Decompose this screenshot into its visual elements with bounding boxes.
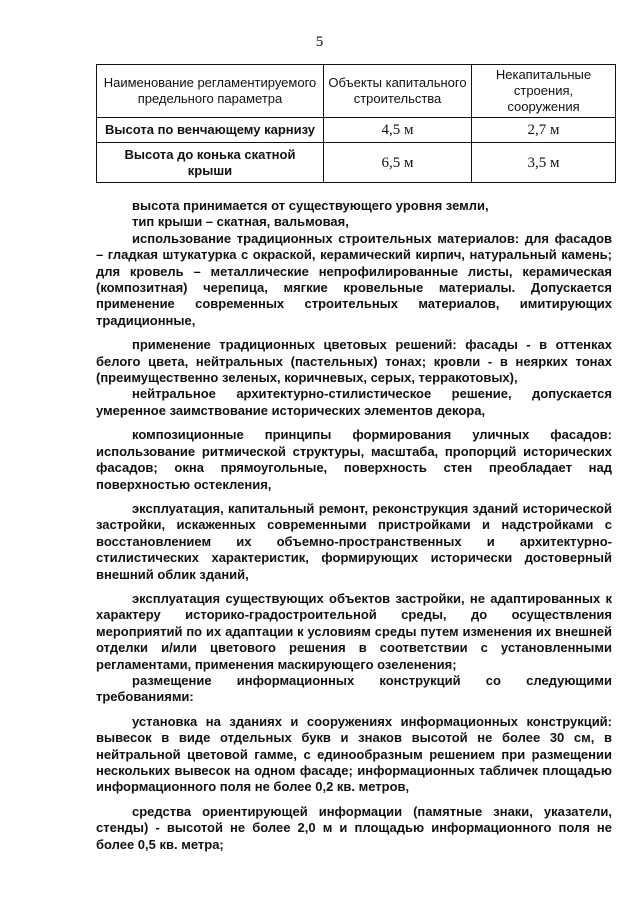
- paragraph: применение традиционных цветовых решений: фасады - в оттенках белого цвета, нейтральных (пастельных) тонах; кровли - в неярких тонах (преимущественно зеленых, коричневых, серых, терракотовых),: [96, 337, 612, 386]
- parameters-table: [96, 64, 616, 183]
- header-parameter-name: Наименование регламентируемого предельного параметра: [97, 65, 324, 118]
- table-header-row: [97, 65, 616, 118]
- table-row: [97, 143, 616, 183]
- row-noncapital-value: 3,5 м: [472, 143, 616, 183]
- paragraph: установка на зданиях и сооружениях информационных конструкций: вывесок в виде отдельных букв и знаков высотой не более 30 см, в нейтральной цветовой гамме, с единообразным решением при размещении нескольких вывесок на одном фасаде; информационных табличек площадью информационного поля не более 0,2 кв. метров,: [96, 713, 612, 795]
- row-capital-value: 4,5 м: [324, 118, 472, 143]
- paragraph: тип крыши – скатная, вальмовая,: [132, 214, 349, 230]
- paragraph: нейтральное архитектурно-стилистическое решение, допускается умеренное заимствование исторических элементов декора,: [96, 386, 612, 418]
- body-text: [96, 198, 612, 853]
- row-parameter-name: Высота по венчающему карнизу: [97, 118, 324, 143]
- paragraph: эксплуатация, капитальный ремонт, реконструкция зданий исторической застройки, искаженных современными пристройками и надстройками с восстановлением их объемно-пространственных и архитектурно-стилистических характеристик, формирующих исторически достоверный внешний облик зданий,: [96, 500, 612, 582]
- paragraph: средства ориентирующей информации (памятные знаки, указатели, стенды) - высотой не более 2,0 м и площадью информационного поля не более 0,5 кв. метра;: [96, 803, 612, 852]
- paragraph: композиционные принципы формирования уличных фасадов: использование ритмической структуры, масштаба, пропорций исторических фасадов; окна прямоугольные, поверхность стен преобладает над поверхностью остекления,: [96, 427, 612, 492]
- paragraph: размещение информационных конструкций со следующими требованиями:: [96, 672, 612, 705]
- paragraph: эксплуатация существующих объектов застройки, не адаптированных к характеру историко-градостроительной среды, до осуществления мероприятий по их адаптации к условиям среды путем изменения их внешней отделки и/или цветового решения в соответствии с установленными регламентами, применения маскирующего озеленения;: [96, 590, 612, 672]
- page-number: 5: [315, 34, 324, 50]
- paragraph: высота принимается от существующего уровня земли,: [132, 198, 489, 213]
- row-capital-value: 6,5 м: [324, 143, 472, 183]
- header-noncapital-structures: Некапитальные строения, сооружения: [472, 65, 616, 118]
- paragraph: использование традиционных строительных материалов: для фасадов – гладкая штукатурка с окраской, керамический кирпич, натуральный камень; для кровель – металлические непрофилированные листы, керамическая (композитная) черепица, мягкие кровельные материалы. Допускается применение современных строительных материалов, имитирующих традиционные,: [96, 230, 612, 328]
- header-capital-objects: Объекты капитального строительства: [324, 65, 472, 118]
- table-row: [97, 118, 616, 143]
- row-parameter-name: Высота до конька скатной крыши: [97, 143, 324, 183]
- row-noncapital-value: 2,7 м: [472, 118, 616, 143]
